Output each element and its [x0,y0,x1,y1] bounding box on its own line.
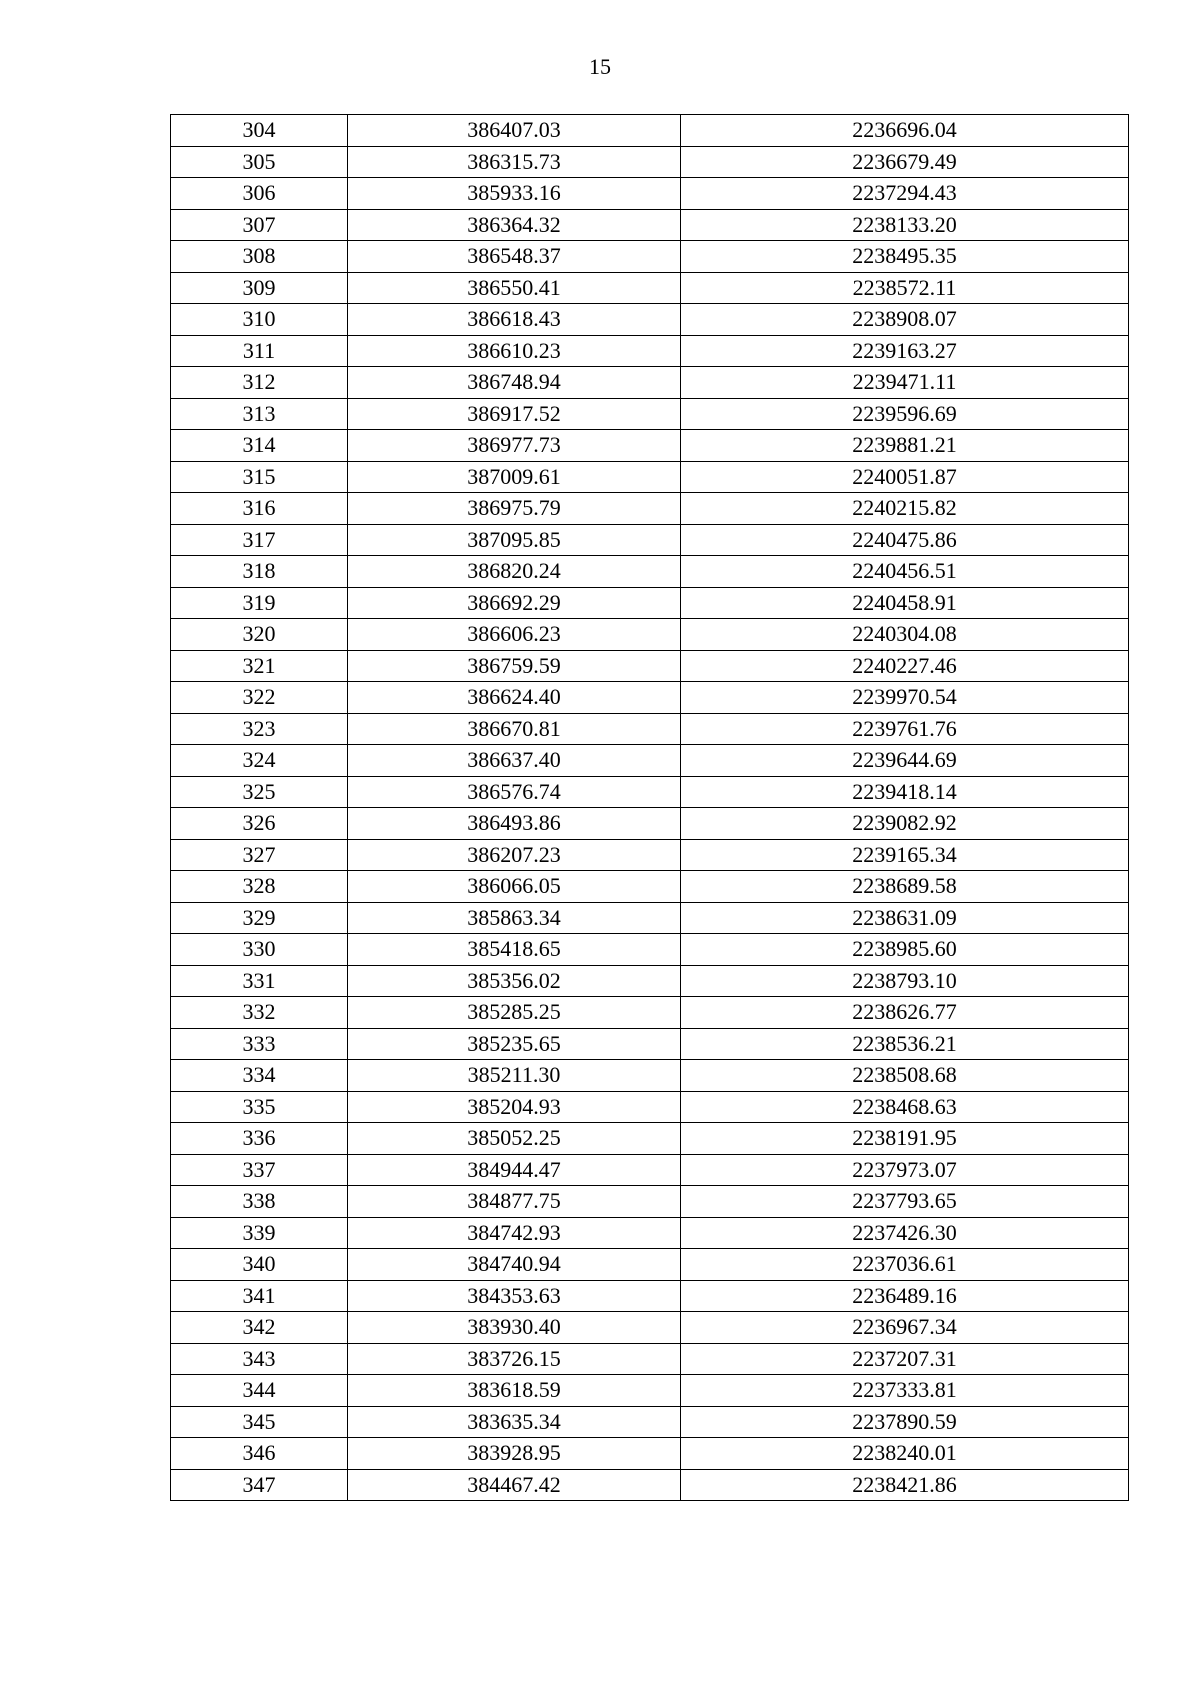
table-row [171,1280,1129,1312]
x-coordinate-cell: 386576.74 [348,776,681,808]
y-coordinate-cell: 2240215.82 [681,493,1129,525]
point-number-cell: 305 [171,146,348,178]
y-coordinate-cell: 2237890.59 [681,1406,1129,1438]
point-number-cell: 312 [171,367,348,399]
point-number-cell: 337 [171,1154,348,1186]
table-row [171,1217,1129,1249]
point-number-cell: 322 [171,682,348,714]
point-number-cell: 332 [171,997,348,1029]
y-coordinate-cell: 2238421.86 [681,1469,1129,1501]
y-coordinate-cell: 2237333.81 [681,1375,1129,1407]
point-number-cell: 323 [171,713,348,745]
point-number-cell: 314 [171,430,348,462]
y-coordinate-cell: 2237426.30 [681,1217,1129,1249]
point-number-cell: 313 [171,398,348,430]
point-number-cell: 344 [171,1375,348,1407]
table-row [171,1154,1129,1186]
y-coordinate-cell: 2237036.61 [681,1249,1129,1281]
x-coordinate-cell: 383928.95 [348,1438,681,1470]
point-number-cell: 333 [171,1028,348,1060]
point-number-cell: 307 [171,209,348,241]
table-row [171,587,1129,619]
table-row [171,178,1129,210]
x-coordinate-cell: 386066.05 [348,871,681,903]
y-coordinate-cell: 2239163.27 [681,335,1129,367]
y-coordinate-cell: 2238191.95 [681,1123,1129,1155]
table-row [171,745,1129,777]
coordinate-table-body [171,115,1129,1501]
x-coordinate-cell: 387095.85 [348,524,681,556]
point-number-cell: 324 [171,745,348,777]
x-coordinate-cell: 386820.24 [348,556,681,588]
y-coordinate-cell: 2238631.09 [681,902,1129,934]
y-coordinate-cell: 2240456.51 [681,556,1129,588]
table-row [171,1343,1129,1375]
y-coordinate-cell: 2238495.35 [681,241,1129,273]
point-number-cell: 309 [171,272,348,304]
x-coordinate-cell: 386315.73 [348,146,681,178]
x-coordinate-cell: 386606.23 [348,619,681,651]
x-coordinate-cell: 384944.47 [348,1154,681,1186]
table-row [171,776,1129,808]
y-coordinate-cell: 2238240.01 [681,1438,1129,1470]
table-row [171,493,1129,525]
table-row [171,839,1129,871]
y-coordinate-cell: 2238468.63 [681,1091,1129,1123]
point-number-cell: 320 [171,619,348,651]
x-coordinate-cell: 383635.34 [348,1406,681,1438]
y-coordinate-cell: 2238572.11 [681,272,1129,304]
x-coordinate-cell: 387009.61 [348,461,681,493]
table-row [171,304,1129,336]
point-number-cell: 347 [171,1469,348,1501]
y-coordinate-cell: 2237793.65 [681,1186,1129,1218]
y-coordinate-cell: 2238908.07 [681,304,1129,336]
y-coordinate-cell: 2239165.34 [681,839,1129,871]
table-row [171,1123,1129,1155]
point-number-cell: 346 [171,1438,348,1470]
point-number-cell: 318 [171,556,348,588]
x-coordinate-cell: 386624.40 [348,682,681,714]
x-coordinate-cell: 386407.03 [348,115,681,147]
table-row [171,965,1129,997]
x-coordinate-cell: 383726.15 [348,1343,681,1375]
y-coordinate-cell: 2236489.16 [681,1280,1129,1312]
point-number-cell: 342 [171,1312,348,1344]
x-coordinate-cell: 386207.23 [348,839,681,871]
y-coordinate-cell: 2240051.87 [681,461,1129,493]
point-number-cell: 315 [171,461,348,493]
table-row [171,524,1129,556]
x-coordinate-cell: 386618.43 [348,304,681,336]
y-coordinate-cell: 2240458.91 [681,587,1129,619]
table-row [171,1028,1129,1060]
y-coordinate-cell: 2239418.14 [681,776,1129,808]
x-coordinate-cell: 386692.29 [348,587,681,619]
table-row [171,1438,1129,1470]
table-row [171,1469,1129,1501]
table-row [171,335,1129,367]
x-coordinate-cell: 385356.02 [348,965,681,997]
point-number-cell: 329 [171,902,348,934]
y-coordinate-cell: 2239596.69 [681,398,1129,430]
x-coordinate-cell: 386550.41 [348,272,681,304]
x-coordinate-cell: 384742.93 [348,1217,681,1249]
x-coordinate-cell: 386364.32 [348,209,681,241]
y-coordinate-cell: 2238133.20 [681,209,1129,241]
table-row [171,367,1129,399]
table-row [171,619,1129,651]
x-coordinate-cell: 386917.52 [348,398,681,430]
point-number-cell: 311 [171,335,348,367]
point-number-cell: 340 [171,1249,348,1281]
y-coordinate-cell: 2239471.11 [681,367,1129,399]
point-number-cell: 343 [171,1343,348,1375]
page-number: 15 [589,54,611,79]
table-row [171,146,1129,178]
point-number-cell: 325 [171,776,348,808]
y-coordinate-cell: 2237207.31 [681,1343,1129,1375]
x-coordinate-cell: 385204.93 [348,1091,681,1123]
x-coordinate-cell: 385235.65 [348,1028,681,1060]
point-number-cell: 306 [171,178,348,210]
table-row [171,902,1129,934]
x-coordinate-cell: 386610.23 [348,335,681,367]
table-row [171,209,1129,241]
table-row [171,1060,1129,1092]
table-row [171,1406,1129,1438]
table-row [171,871,1129,903]
point-number-cell: 331 [171,965,348,997]
table-row [171,241,1129,273]
y-coordinate-cell: 2238508.68 [681,1060,1129,1092]
point-number-cell: 319 [171,587,348,619]
x-coordinate-cell: 386977.73 [348,430,681,462]
point-number-cell: 328 [171,871,348,903]
point-number-cell: 330 [171,934,348,966]
y-coordinate-cell: 2239644.69 [681,745,1129,777]
y-coordinate-cell: 2239970.54 [681,682,1129,714]
x-coordinate-cell: 385863.34 [348,902,681,934]
x-coordinate-cell: 383930.40 [348,1312,681,1344]
y-coordinate-cell: 2238626.77 [681,997,1129,1029]
point-number-cell: 336 [171,1123,348,1155]
x-coordinate-cell: 386670.81 [348,713,681,745]
point-number-cell: 339 [171,1217,348,1249]
x-coordinate-cell: 386748.94 [348,367,681,399]
x-coordinate-cell: 384467.42 [348,1469,681,1501]
x-coordinate-cell: 385285.25 [348,997,681,1029]
table-row [171,682,1129,714]
y-coordinate-cell: 2237294.43 [681,178,1129,210]
table-row [171,650,1129,682]
table-row [171,430,1129,462]
table-row [171,1375,1129,1407]
point-number-cell: 308 [171,241,348,273]
x-coordinate-cell: 386493.86 [348,808,681,840]
x-coordinate-cell: 385933.16 [348,178,681,210]
y-coordinate-cell: 2239761.76 [681,713,1129,745]
table-row [171,1186,1129,1218]
table-row [171,1312,1129,1344]
x-coordinate-cell: 385418.65 [348,934,681,966]
point-number-cell: 327 [171,839,348,871]
y-coordinate-cell: 2236696.04 [681,115,1129,147]
point-number-cell: 316 [171,493,348,525]
y-coordinate-cell: 2236679.49 [681,146,1129,178]
point-number-cell: 338 [171,1186,348,1218]
y-coordinate-cell: 2239082.92 [681,808,1129,840]
point-number-cell: 317 [171,524,348,556]
table-row [171,115,1129,147]
point-number-cell: 335 [171,1091,348,1123]
point-number-cell: 321 [171,650,348,682]
table-row [171,1091,1129,1123]
x-coordinate-cell: 386759.59 [348,650,681,682]
table-row [171,808,1129,840]
table-row [171,1249,1129,1281]
x-coordinate-cell: 385052.25 [348,1123,681,1155]
y-coordinate-cell: 2240304.08 [681,619,1129,651]
y-coordinate-cell: 2236967.34 [681,1312,1129,1344]
x-coordinate-cell: 384877.75 [348,1186,681,1218]
y-coordinate-cell: 2240475.86 [681,524,1129,556]
y-coordinate-cell: 2237973.07 [681,1154,1129,1186]
x-coordinate-cell: 385211.30 [348,1060,681,1092]
x-coordinate-cell: 384740.94 [348,1249,681,1281]
point-number-cell: 310 [171,304,348,336]
point-number-cell: 345 [171,1406,348,1438]
y-coordinate-cell: 2238536.21 [681,1028,1129,1060]
table-row [171,556,1129,588]
table-row [171,272,1129,304]
point-number-cell: 334 [171,1060,348,1092]
x-coordinate-cell: 384353.63 [348,1280,681,1312]
y-coordinate-cell: 2240227.46 [681,650,1129,682]
point-number-cell: 341 [171,1280,348,1312]
y-coordinate-cell: 2239881.21 [681,430,1129,462]
y-coordinate-cell: 2238793.10 [681,965,1129,997]
point-number-cell: 304 [171,115,348,147]
table-row [171,461,1129,493]
x-coordinate-cell: 383618.59 [348,1375,681,1407]
coordinate-table [170,114,1129,1501]
table-row [171,398,1129,430]
table-row [171,934,1129,966]
point-number-cell: 326 [171,808,348,840]
table-row [171,997,1129,1029]
x-coordinate-cell: 386548.37 [348,241,681,273]
x-coordinate-cell: 386637.40 [348,745,681,777]
table-row [171,713,1129,745]
y-coordinate-cell: 2238985.60 [681,934,1129,966]
y-coordinate-cell: 2238689.58 [681,871,1129,903]
x-coordinate-cell: 386975.79 [348,493,681,525]
